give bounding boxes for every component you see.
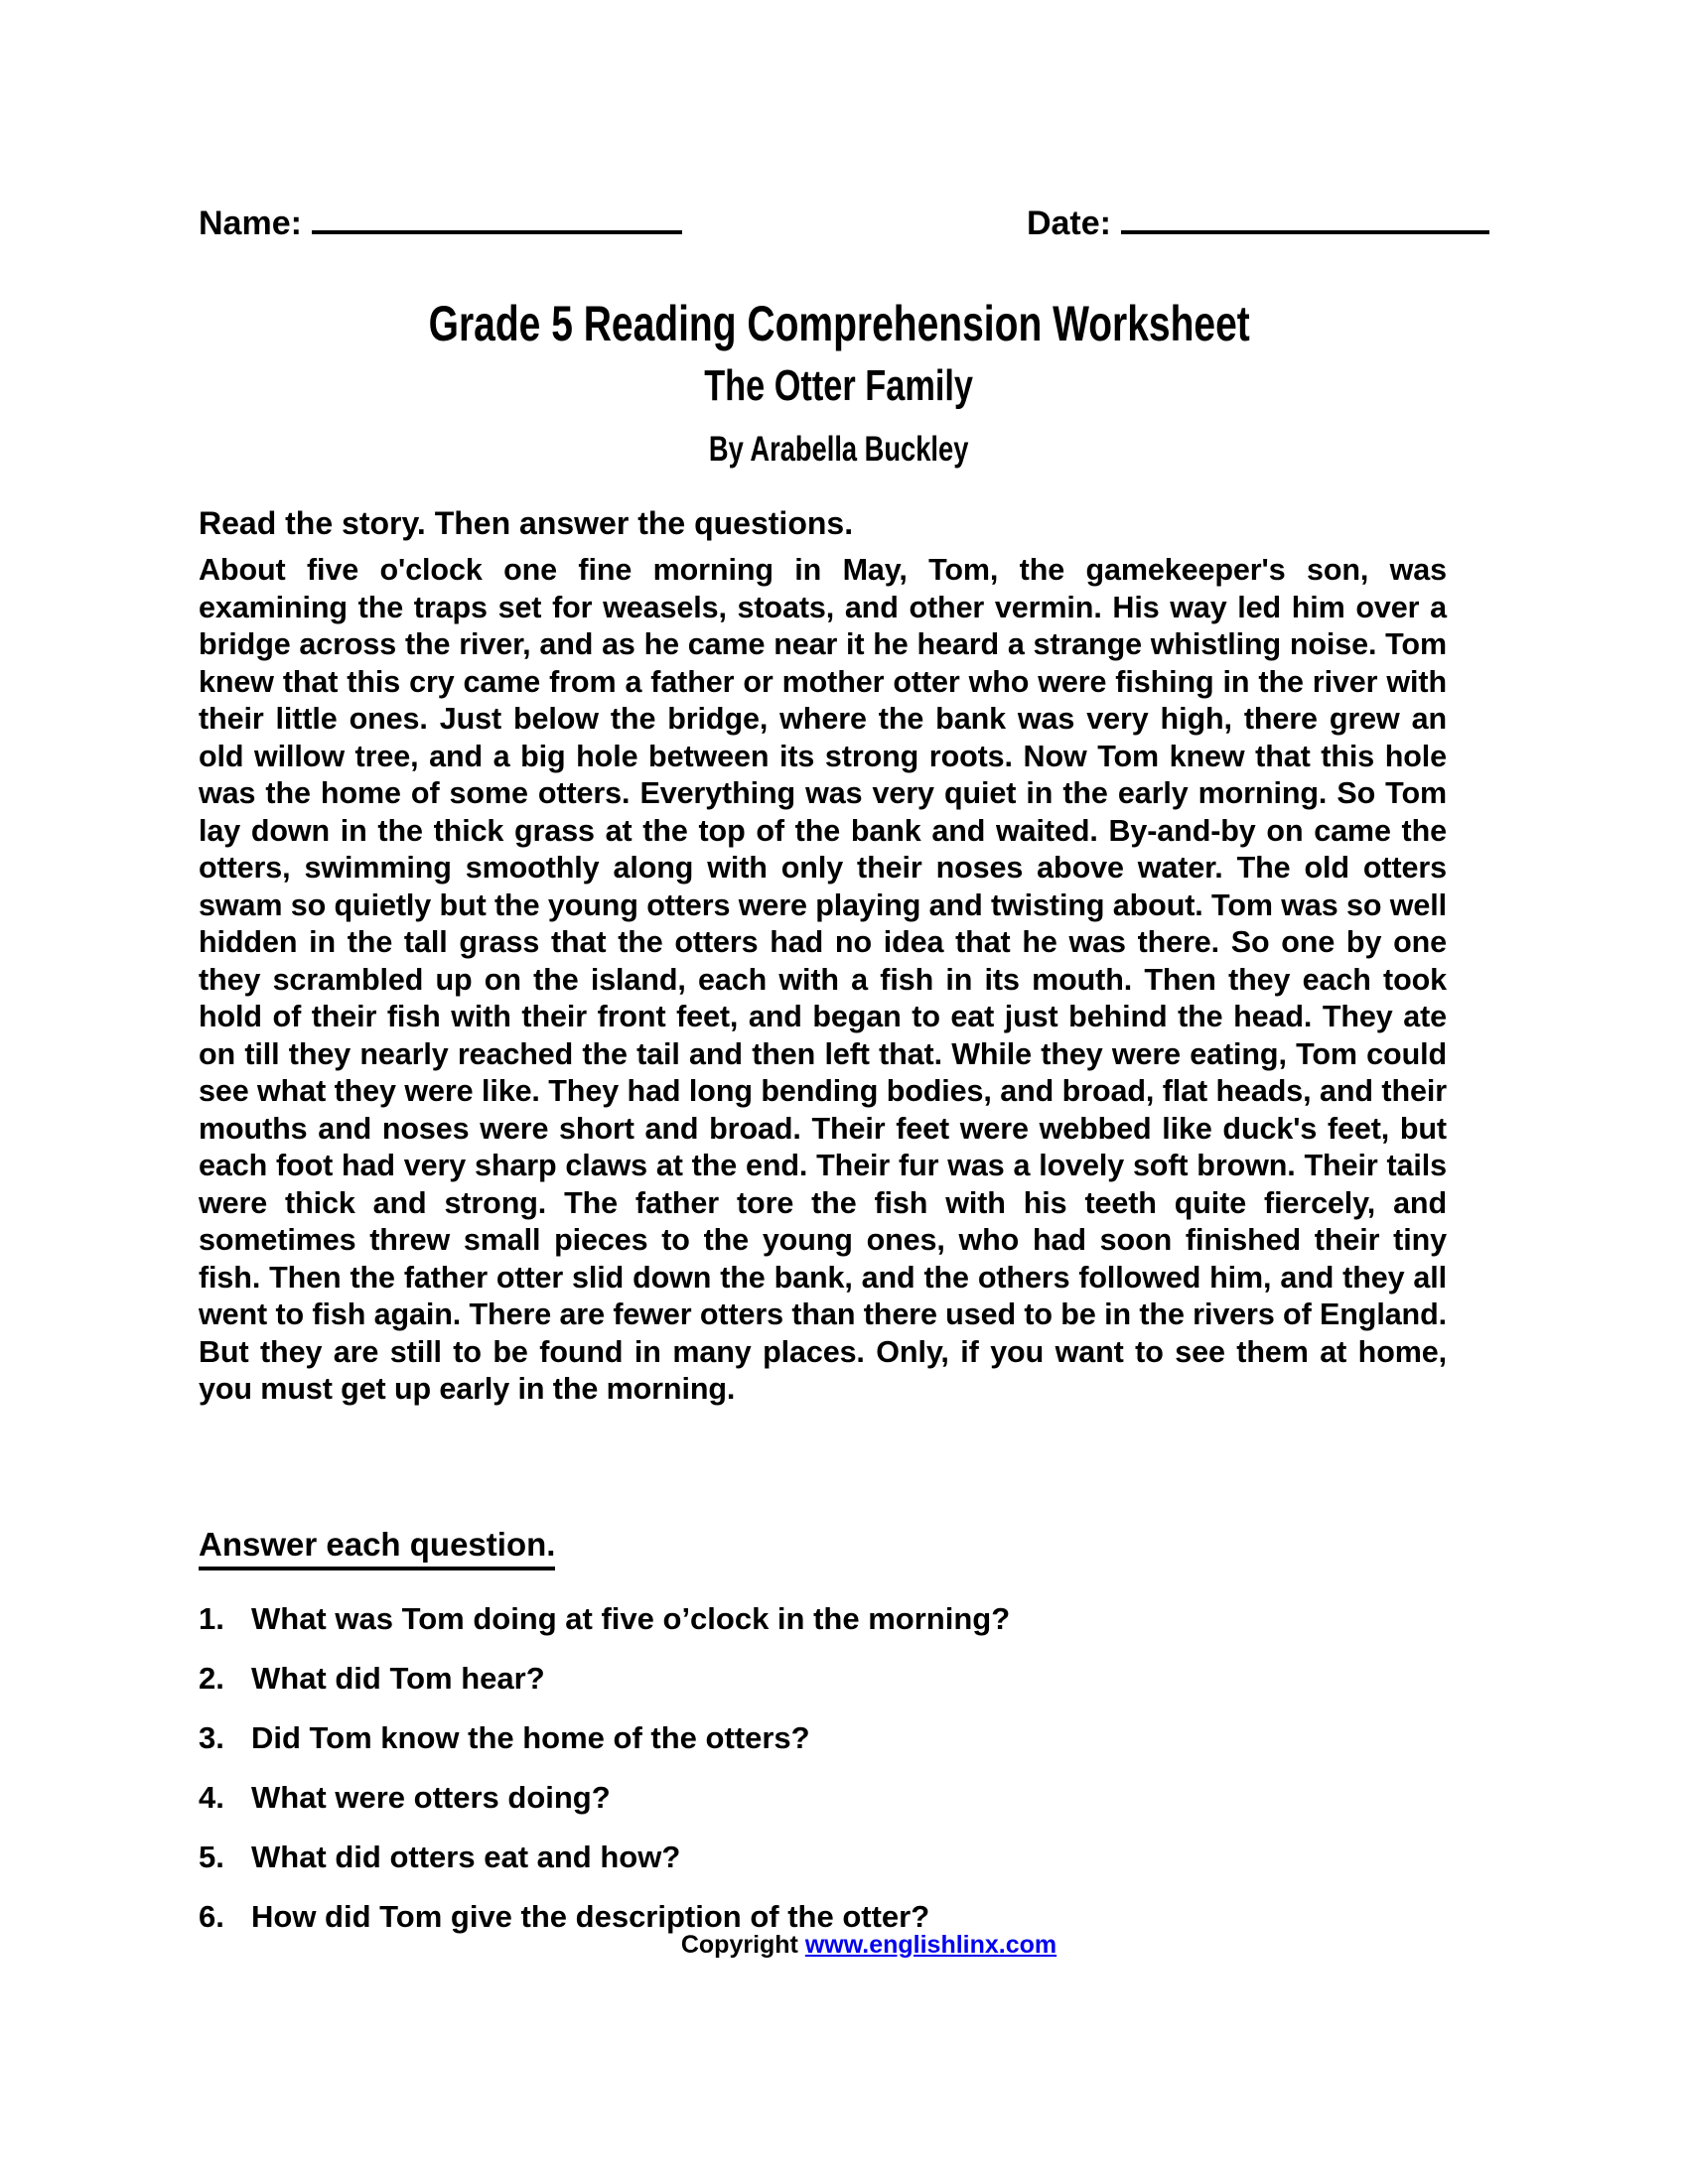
question-text: What did otters eat and how?: [251, 1840, 681, 1874]
questions-heading: [199, 1525, 555, 1570]
question-number: 6.: [199, 1899, 224, 1934]
questions-list: [199, 1600, 1447, 1958]
footer: [199, 1930, 1539, 1960]
copyright-link[interactable]: www.englishlinx.com: [804, 1931, 1057, 1959]
question-item: [199, 1600, 1447, 1638]
question-item: [199, 1839, 1447, 1876]
question-number: 2.: [199, 1661, 224, 1696]
name-date-row: [199, 204, 1489, 243]
question-text: What did Tom hear?: [251, 1661, 545, 1696]
page-title-row: [199, 294, 1479, 353]
question-number: 3.: [199, 1720, 224, 1755]
questions-heading-text: Answer each question.: [199, 1525, 555, 1570]
story-title-row: [199, 359, 1479, 412]
date-blank-line: [1121, 230, 1489, 234]
question-text: Did Tom know the home of the otters?: [251, 1720, 810, 1755]
story-title: The Otter Family: [704, 361, 974, 410]
name-label: Name:: [199, 205, 302, 242]
question-number: 1.: [199, 1601, 224, 1636]
story-byline: By Arabella Buckley: [709, 430, 969, 469]
story-instruction: Read the story. Then answer the questions.: [199, 505, 854, 541]
question-text: What was Tom doing at five o’clock in the morning?: [251, 1601, 1011, 1636]
name-blank-line: [312, 230, 682, 234]
date-label: Date:: [1026, 205, 1111, 242]
page-title: Grade 5 Reading Comprehension Worksheet: [428, 296, 1250, 351]
question-item: [199, 1779, 1447, 1817]
question-number: 5.: [199, 1840, 224, 1874]
question-text: What were otters doing?: [251, 1780, 611, 1815]
question-text: How did Tom give the description of the otter?: [251, 1899, 930, 1934]
question-item: [199, 1660, 1447, 1698]
story-byline-row: [199, 429, 1479, 471]
story-text: About five o'clock one fine morning in May, Tom, the gamekeeper's son, was examining the traps set for weasels, stoats, and other vermin. His way led him over a bridge across the river, and as he came near it he heard a strange whistling noise. Tom knew that this cry came from a father or mother otter who were fishing in the river with their little ones. Just below the bridge, where the bank was very high, there grew an old willow tree, and a big hole between its strong roots. Now Tom knew that this hole was the home of some otters. Everything was very quiet in the early morning. So Tom lay down in the thick grass at the top of the bank and waited. By-and-by on came the otters, swimming smoothly along with only their noses above water. The old otters swam so quietly but the young otters were playing and twisting about. Tom was so well hidden in the tall grass that the otters had no idea that he was there. So one by one they scrambled up on the island, each with a fish in its mouth. Then they each took hold of their fish with their front feet, and began to eat just behind the head. They ate on till they nearly reached the tail and then left that. While they were eating, Tom could see what they were like. They had long bending bodies, and broad, flat heads, and their mouths and noses were short and broad. Their feet were webbed like duck's feet, but each foot had very sharp claws at the end. Their fur was a lovely soft brown. Their tails were thick and strong. The father tore the fish with his teeth quite fiercely, and sometimes threw small pieces to the young ones, who had soon finished their tiny fish. Then the father otter slid down the bank, and the others followed him, and they all went to fish again. There are fewer otters than there used to be in the rivers of England. But they are still to be found in many places. Only, if you want to see them at home, you must get up early in the morning.: [199, 553, 1447, 1406]
date-field: [1027, 204, 1489, 243]
question-number: 4.: [199, 1780, 224, 1815]
question-item: [199, 1719, 1447, 1757]
name-field: [199, 204, 682, 243]
copyright-label: Copyright: [680, 1931, 798, 1959]
